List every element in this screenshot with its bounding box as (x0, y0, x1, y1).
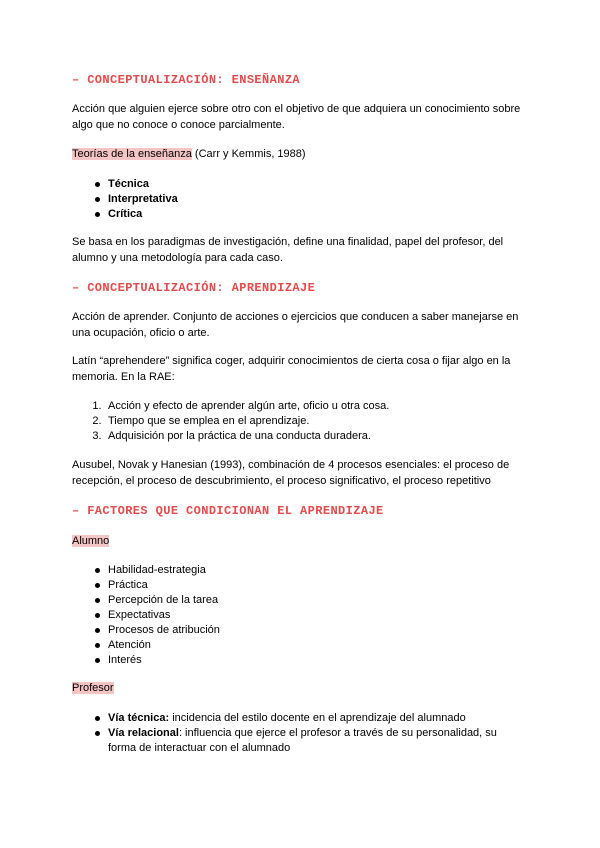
bullet-icon (95, 583, 100, 588)
bullet-icon (95, 598, 100, 603)
theories-label: Teorías de la enseñanza (72, 148, 192, 160)
bullet-icon (95, 731, 100, 736)
profesor-label: Profesor (72, 682, 114, 694)
aprendizaje-definition: Acción de aprender. Conjunto de acciones o ejercicios que conducen a saber manejarse en una ocupación, oficio o arte. (72, 311, 519, 339)
bullet-icon (95, 197, 100, 202)
bullet-icon (95, 182, 100, 187)
bullet-icon (95, 613, 100, 618)
ensenanza-summary: Se basa en los paradigmas de investigación, define una finalidad, papel del profesor, del alumno y una metodología para cada caso. (72, 236, 504, 264)
bullet-icon (95, 658, 100, 663)
bullet-icon (95, 628, 100, 633)
alumno-line (72, 534, 527, 550)
ausubel-paragraph: Ausubel, Novak y Hanesian (1993), combinación de 4 procesos esenciales: el proceso de recepción, el proceso de descubrimiento, el proceso significativo, el proceso repetitivo (72, 459, 510, 487)
alumno-label: Alumno (72, 535, 110, 547)
latin-paragraph: Latín “aprehendere” significa coger, adquirir conocimientos de cierta cosa o fijar algo en la memoria. En la RAE: (72, 355, 511, 383)
theories-line (72, 147, 527, 163)
heading-ensenanza: – CONCEPTUALIZACIÓN: ENSEÑANZA (72, 73, 301, 87)
bullet-icon (95, 643, 100, 648)
heading-factores: – FACTORES QUE CONDICIONAN EL APRENDIZAJE (72, 504, 384, 518)
bullet-icon (95, 568, 100, 573)
profesor-line (72, 681, 527, 697)
bullet-icon (95, 716, 100, 721)
theories-ref: (Carr y Kemmis, 1988) (191, 148, 306, 160)
heading-aprendizaje: – CONCEPTUALIZACIÓN: APRENDIZAJE (72, 281, 316, 295)
bullet-icon (95, 212, 100, 217)
ensenanza-definition: Acción que alguien ejerce sobre otro con el objetivo de que adquiera un conocimiento sobre algo que no conoce o conoce parcialmente. (72, 103, 521, 131)
